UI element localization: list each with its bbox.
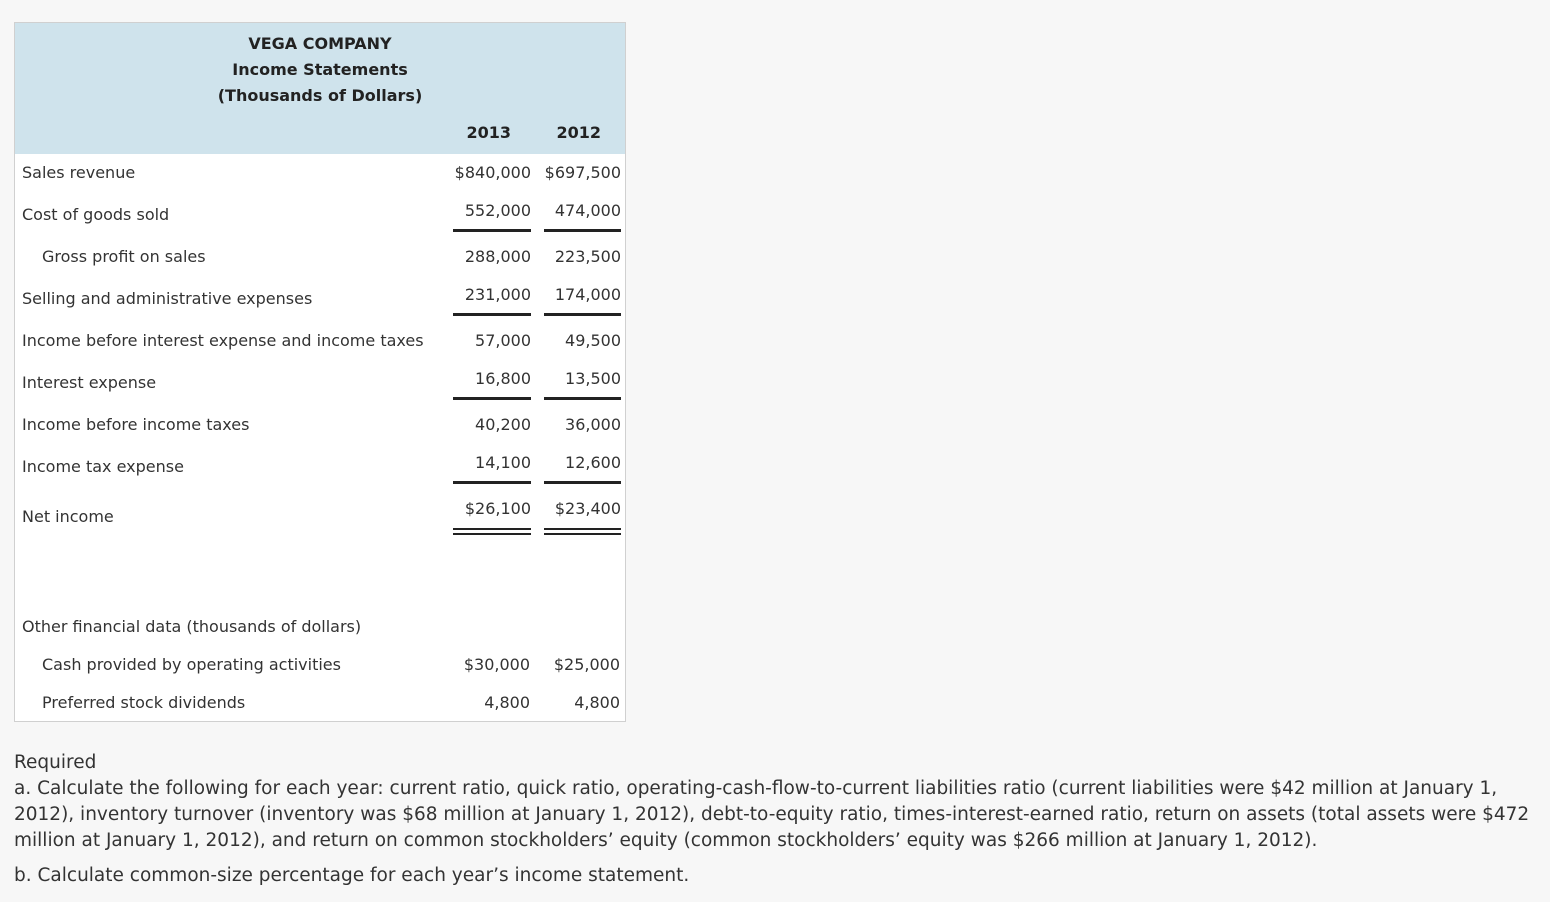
row-label: Income before income taxes	[22, 415, 250, 434]
underline-2013	[453, 397, 531, 400]
value-2012: 474,000	[554, 201, 621, 220]
statement-header	[15, 23, 625, 154]
statement-title: Income Statements	[232, 60, 408, 79]
double-underline-2012	[544, 528, 621, 535]
value-2012: 174,000	[554, 285, 621, 304]
section-heading: Other financial data (thousands of dollars)	[22, 617, 362, 636]
row-gross-profit	[15, 247, 625, 271]
value-2012: 13,500	[565, 369, 621, 388]
row-label: Cash provided by operating activities	[42, 655, 341, 674]
row-selling-admin-expenses	[15, 285, 625, 309]
value-2013: 4,800	[484, 693, 530, 712]
underline-2012	[544, 481, 621, 484]
row-label: Income tax expense	[22, 457, 184, 476]
year-header-2012: 2012	[556, 123, 601, 142]
company-name: VEGA COMPANY	[248, 34, 392, 53]
row-label: Sales revenue	[22, 163, 136, 182]
value-2013: 288,000	[464, 247, 531, 266]
required-heading: Required	[14, 752, 97, 773]
other-financial-data-heading	[15, 617, 625, 641]
value-2013: 16,800	[475, 369, 531, 388]
value-2012: 4,800	[574, 693, 620, 712]
row-label: Net income	[22, 507, 114, 526]
row-net-income	[15, 499, 625, 526]
value-2012: 223,500	[554, 247, 621, 266]
row-label: Income before interest expense and income taxes	[22, 331, 424, 350]
value-2012: 12,600	[565, 453, 621, 472]
value-2012: 36,000	[565, 415, 621, 434]
double-underline-2013	[453, 528, 531, 535]
value-2013: 552,000	[464, 201, 531, 220]
value-2012: $25,000	[553, 655, 620, 674]
row-label: Gross profit on sales	[42, 247, 206, 266]
row-cash-operating-activities	[15, 655, 625, 679]
underline-2012	[544, 397, 621, 400]
row-preferred-dividends	[15, 693, 625, 717]
value-2012: 49,500	[565, 331, 621, 350]
underline-2013	[453, 313, 531, 316]
value-2012: $23,400	[554, 499, 621, 518]
row-label: Preferred stock dividends	[42, 693, 246, 712]
statement-units: (Thousands of Dollars)	[217, 86, 423, 105]
row-label: Selling and administrative expenses	[22, 289, 313, 308]
underline-2012	[544, 313, 621, 316]
row-income-before-interest	[15, 331, 625, 355]
row-sales-revenue	[15, 163, 625, 187]
row-income-before-taxes	[15, 415, 625, 439]
row-cost-of-goods-sold	[15, 201, 625, 225]
row-label: Cost of goods sold	[22, 205, 170, 224]
value-2013: 14,100	[475, 453, 531, 472]
underline-2013	[453, 229, 531, 232]
underline-2013	[453, 481, 531, 484]
required-section	[14, 750, 1534, 889]
row-label: Interest expense	[22, 373, 157, 392]
required-part-a: a. Calculate the following for each year: current ratio, quick ratio, operating-cash-flow-to-current liabilities ratio (current liabilities were $42 million at January 1, 2012), inventory turnover (inventory was $68 million at January 1, 2012), debt-to-equity ratio, times-interest-earned ratio, return on assets (total assets were $472 million at January 1, 2012), and return on common stockholders’ equity (common stockholders’ equity was $266 million at January 1, 2012).	[14, 778, 1530, 851]
year-header-2013: 2013	[466, 123, 511, 142]
row-interest-expense	[15, 369, 625, 393]
value-2013: $26,100	[464, 499, 531, 518]
required-part-b: b. Calculate common-size percentage for each year’s income statement.	[14, 865, 690, 886]
value-2012: $697,500	[544, 163, 621, 182]
value-2013: $30,000	[463, 655, 530, 674]
value-2013: 57,000	[475, 331, 531, 350]
row-income-tax-expense	[15, 453, 625, 477]
income-statement-table	[14, 22, 626, 722]
underline-2012	[544, 229, 621, 232]
value-2013: 40,200	[475, 415, 531, 434]
value-2013: 231,000	[464, 285, 531, 304]
value-2013: $840,000	[454, 163, 531, 182]
